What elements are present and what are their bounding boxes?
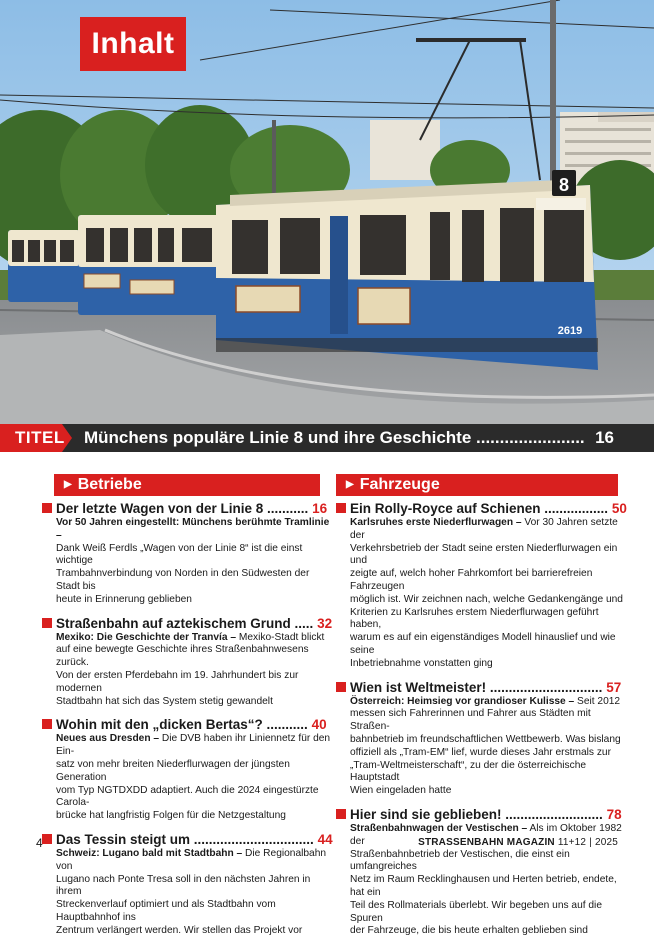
triangle-right-icon: ▶ xyxy=(64,479,72,490)
toc-entry-title[interactable]: Der letzte Wagen von der Linie 8 ........... 16 xyxy=(42,500,332,517)
toc-entry-teaser: Schweiz: Lugano bald mit Stadtbahn – Die Regionalbahn von Lugano nach Ponte Tresa soll in den nächsten Jahren in ihrem Streckenverlauf optimiert und als Stadtbahn vom Hauptbahnhof ins Zentrum verlängert werden. Wir stellen das Projekt vor xyxy=(56,847,327,936)
red-square-bullet-icon xyxy=(42,503,52,513)
red-square-bullet-icon xyxy=(42,834,52,844)
magazine-issue-footer: STRASSENBAHN MAGAZIN 11+12 | 2025 xyxy=(418,837,618,848)
toc-entry-teaser: Vor 50 Jahren eingestellt: Münchens berühmte Tramlinie – Dank Weiß Ferdls „Wagen von der Linie 8“ ist die einst wichtige Trambahnverbindung von Norden in den Südwesten der Stadt bis heute in Erinnerung geblieben xyxy=(56,517,330,605)
red-square-bullet-icon xyxy=(336,503,346,513)
toc-entry-teaser: Mexiko: Die Geschichte der Tranvía – Mexiko-Stadt blickt auf eine bewegte Geschichte ihres Straßenbahnwesens zurück. Von der ersten Pferdebahn im 19. Jahrhundert bis zur modernen Stadtbahn hat sich das System stetig gewandelt xyxy=(56,631,325,707)
toc-page-number: 57 xyxy=(606,679,622,695)
toc-entry-teaser: Österreich: Heimsieg vor grandioser Kulisse – Seit 2012 messen sich Fahrerinnen und Fahrer aus Städten mit Straßen- bahnbetrieb im freundschaftlichen Wettbewerb. Was bislang offiziell als „Tram-EM“ lief, wurde dieses Jahr erstmals zur „Tram-Weltmeisterschaft“, zu der die österreichische Hauptstadt Wien eingeladen hatte xyxy=(350,695,621,797)
toc-entry-linie-8[interactable] xyxy=(42,500,332,607)
toc-entry-mexiko[interactable] xyxy=(42,615,332,709)
toc-page-number: 40 xyxy=(311,717,327,733)
toc-entry-vestische[interactable] xyxy=(336,806,626,938)
page-number: 4 xyxy=(36,836,43,850)
toc-entry-title[interactable]: Straßenbahn auf aztekischem Grund ..... 32 xyxy=(42,615,332,632)
red-square-bullet-icon xyxy=(42,618,52,628)
toc-page-number: 32 xyxy=(317,615,333,631)
section-heading-betriebe xyxy=(54,474,320,496)
toc-page-number: 50 xyxy=(611,501,627,516)
magazine-name: STRASSENBAHN MAGAZIN xyxy=(418,837,555,848)
toc-entry-dresden[interactable] xyxy=(42,716,332,823)
column-fahrzeuge xyxy=(336,500,626,946)
red-square-bullet-icon xyxy=(336,809,346,819)
red-square-bullet-icon xyxy=(42,719,52,729)
issue-number: 11+12 xyxy=(557,837,587,848)
toc-entry-title[interactable]: Hier sind sie geblieben! .......................... 78 xyxy=(336,806,626,823)
cover-story-bar[interactable] xyxy=(0,424,654,452)
car-number: 2619 xyxy=(557,325,583,337)
toc-page-number: 44 xyxy=(317,831,333,847)
toc-entry-teaser: Neues aus Dresden – Die DVB haben ihr Liniennetz für den Ein- satz von mehr breiten Niederflurwagen der jüngsten Generation vom Typ NGTDXDD adaptiert. Auch die 2024 eingestürzte Carola- brücke hat langfristig Folgen für die Netzgestaltung xyxy=(56,733,331,822)
issue-year: 2025 xyxy=(594,837,618,848)
toc-entry-title[interactable]: Wohin mit den „dicken Bertas“? ........... 40 xyxy=(42,716,332,733)
route-number-sign: 8 xyxy=(558,175,570,195)
toc-page-number: 16 xyxy=(312,501,328,516)
column-betriebe xyxy=(42,500,332,946)
cover-story-page: 16 xyxy=(595,428,614,447)
section-heading-label: Fahrzeuge xyxy=(359,476,440,493)
section-heading-label: Betriebe xyxy=(77,476,142,493)
toc-entry-teaser: Karlsruhes erste Niederflurwagen – Vor 30 Jahren setzte der Verkehrsbetrieb der Stadt seine ersten Niederflurwagen ein und zeigte auf, welch hoher Fahrkomfort bei barrierefreien Fahrzeugen möglich ist. Wir zeichnen nach, welche Gedankengänge und Kriterien zu Karlsruhes erstem Niederflurwagen geführt haben, warum es auf ein eigenständiges Modell hinauslief und wie seine Inbetriebnahme vonstatten ging xyxy=(350,517,623,669)
triangle-right-icon: ▶ xyxy=(346,479,354,490)
toc-entry-title[interactable]: Ein Rolly-Royce auf Schienen ................. 50 xyxy=(336,500,626,517)
toc-entry-karlsruhe[interactable] xyxy=(336,500,626,671)
toc-entry-teaser: Straßenbahnwagen der Vestischen – Als im Oktober 1982 der Straßenbahnbetrieb der Vestischen, die einst ein umfangreiches Netz im Raum Recklinghausen und Herten betrieb, endete, hat ein Teil des Rollmaterials überlebt. Wir begeben uns auf die Spuren der Fahrzeuge, die bis heute erhalten geblieben sind xyxy=(350,822,622,937)
toc-entry-tessin[interactable] xyxy=(42,831,332,938)
toc-page-number: 78 xyxy=(606,806,622,822)
titel-tag xyxy=(0,424,72,452)
cover-story-title: Münchens populäre Linie 8 und ihre Geschichte ....................... xyxy=(84,428,585,447)
titel-tag-label: TITEL xyxy=(15,428,65,447)
cover-photo xyxy=(0,0,654,424)
toc-entry-wien[interactable] xyxy=(336,679,626,798)
toc-entry-title[interactable]: Wien ist Weltmeister! .............................. 57 xyxy=(336,679,626,696)
red-square-bullet-icon xyxy=(336,682,346,692)
contents-header-label: Inhalt xyxy=(80,17,186,71)
section-heading-fahrzeuge xyxy=(336,474,618,496)
toc-entry-title[interactable]: Das Tessin steigt um ................................ 44 xyxy=(42,831,332,848)
